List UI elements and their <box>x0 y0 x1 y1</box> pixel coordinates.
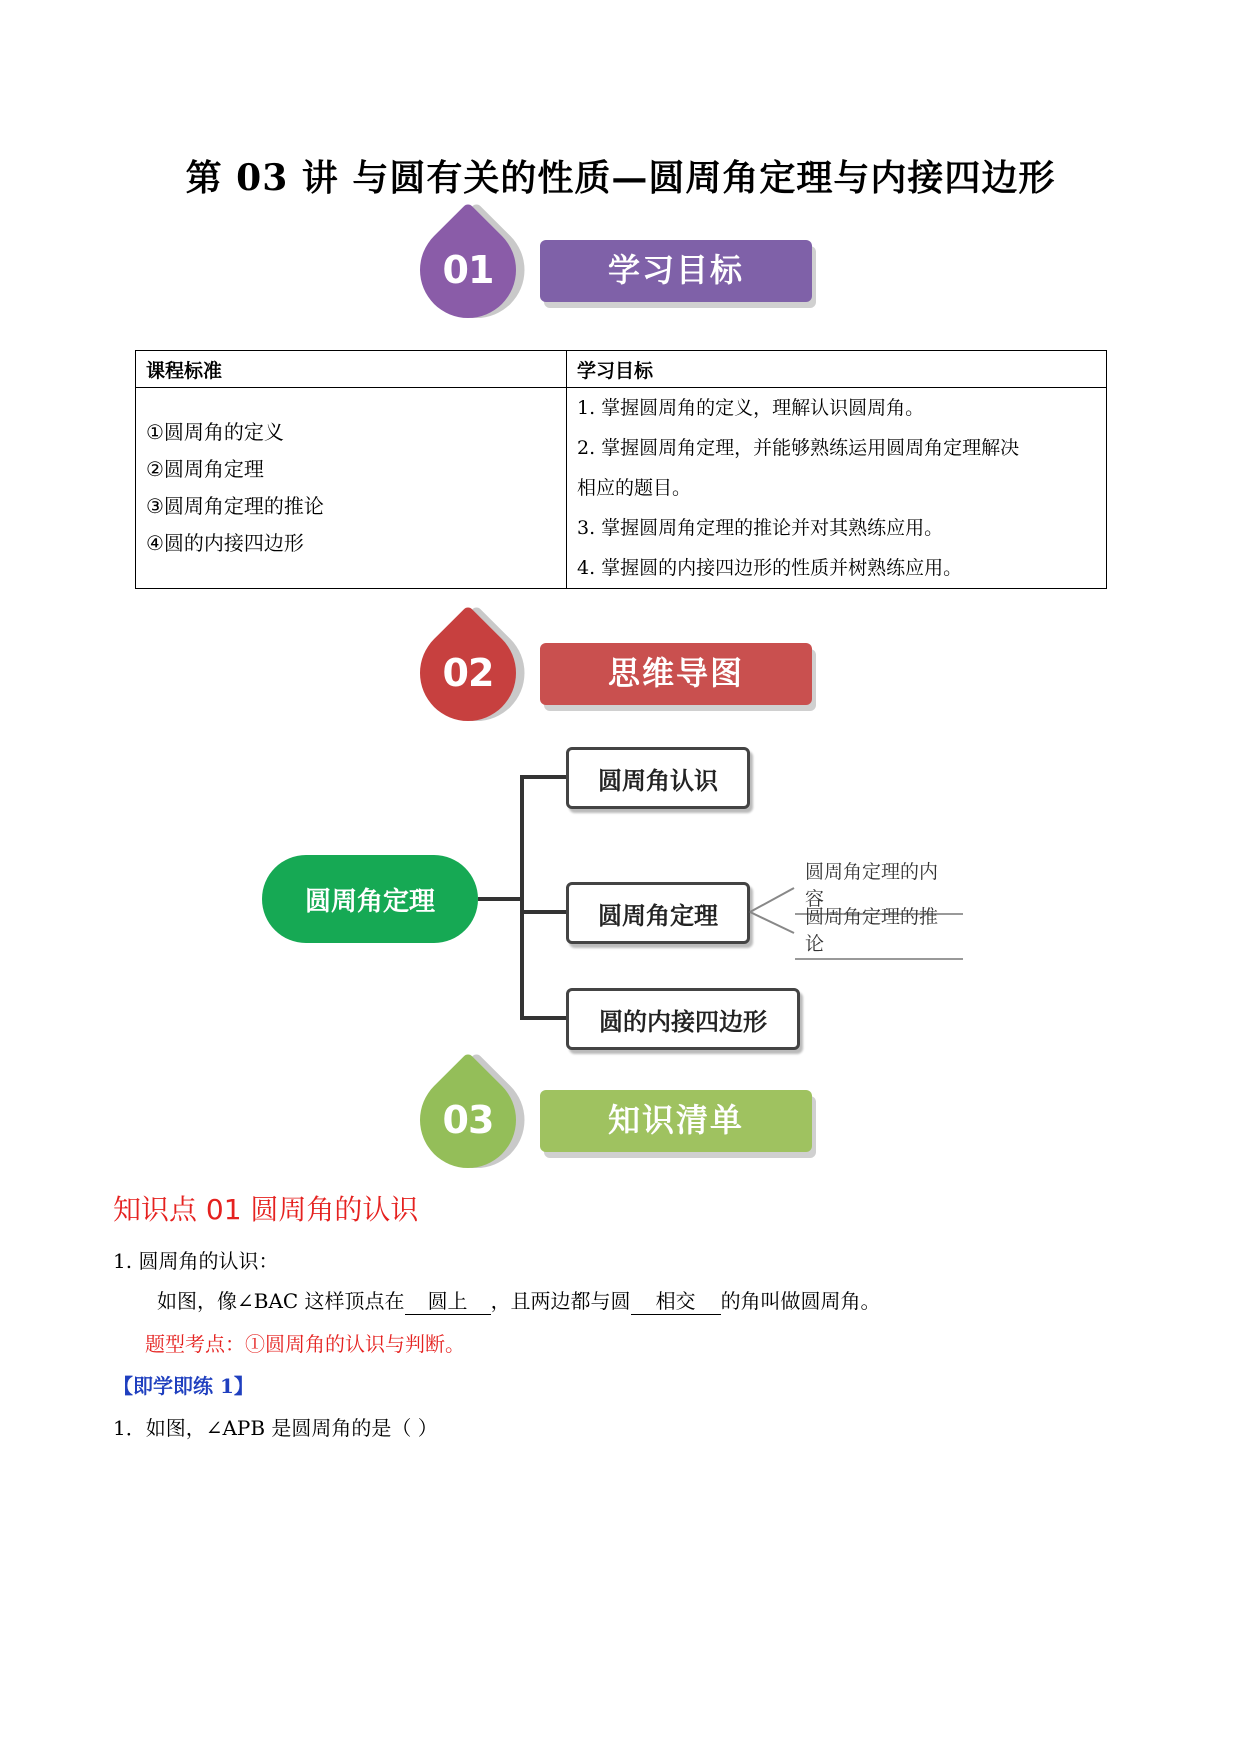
mindmap-fork-lines <box>748 865 798 945</box>
table-header-goals: 学习目标 <box>567 351 1107 388</box>
mindmap-root: 圆周角定理 <box>262 855 478 943</box>
section-number-03: 03 <box>442 1098 494 1142</box>
exam-point: 题型考点：①圆周角的认识与判断。 <box>145 1332 465 1356</box>
goal-item: 4. 掌握圆的内接四边形的性质并树熟练应用。 <box>577 557 963 579</box>
goals-cell <box>567 388 1107 589</box>
section-label-02: 思维导图 <box>540 643 812 705</box>
goal-item: 相应的题目。 <box>577 477 692 499</box>
mindmap-sub-item-1: 圆周角定理的内容 <box>795 855 963 915</box>
page-title: 第 03 讲 与圆有关的性质—圆周角定理与内接四边形 <box>185 157 1056 199</box>
connector-branch-2 <box>520 910 568 914</box>
knowledge-point-title: 知识点 01 圆周角的认识 <box>113 1193 419 1226</box>
knowledge-heading: 1. 圆周角的认识： <box>113 1249 279 1273</box>
mindmap-sub-item-2: 圆周角定理的推论 <box>795 900 963 960</box>
standard-item: ③圆周角定理的推论 <box>146 494 324 518</box>
definition-blank-2: 相交 <box>631 1285 721 1315</box>
objectives-table <box>135 350 1107 589</box>
connector-branch-1 <box>520 775 568 779</box>
section-label-01: 学习目标 <box>540 240 812 302</box>
standard-item: ④圆的内接四边形 <box>146 531 304 555</box>
mindmap-branch-2: 圆周角定理 <box>566 882 750 944</box>
section-label-03: 知识清单 <box>540 1090 812 1152</box>
section-banner-02 <box>420 625 840 735</box>
definition-part-2: ，且两边都与圆 <box>490 1289 631 1313</box>
table-header-standard: 课程标准 <box>136 351 567 388</box>
section-banner-01 <box>420 222 840 332</box>
standards-cell <box>136 388 567 589</box>
connector-root <box>478 897 522 901</box>
standard-item: ②圆周角定理 <box>146 457 264 481</box>
definition-blank-1: 圆上 <box>405 1285 491 1315</box>
goal-item: 2. 掌握圆周角定理，并能够熟练运用圆周角定理解决 <box>577 437 1020 459</box>
definition-part-3: 的角叫做圆周角。 <box>720 1289 881 1313</box>
connector-trunk <box>520 775 524 1020</box>
section-number-02: 02 <box>442 651 494 695</box>
section-banner-03 <box>420 1072 840 1182</box>
definition-sentence <box>157 1285 881 1315</box>
mindmap-branch-1: 圆周角认识 <box>566 747 750 809</box>
goal-item: 3. 掌握圆周角定理的推论并对其熟练应用。 <box>577 517 944 539</box>
section-number-01: 01 <box>442 248 494 292</box>
standard-item: ①圆周角的定义 <box>146 420 284 444</box>
definition-part-1: 如图，像∠BAC 这样顶点在 <box>157 1289 405 1313</box>
connector-branch-3 <box>520 1016 568 1020</box>
practice-title: 【即学即练 1】 <box>113 1374 254 1398</box>
goal-item: 1. 掌握圆周角的定义，理解认识圆周角。 <box>577 397 925 419</box>
practice-question-1: 1．如图，∠APB 是圆周角的是（ ） <box>113 1416 438 1440</box>
mindmap-branch-3: 圆的内接四边形 <box>566 988 800 1050</box>
